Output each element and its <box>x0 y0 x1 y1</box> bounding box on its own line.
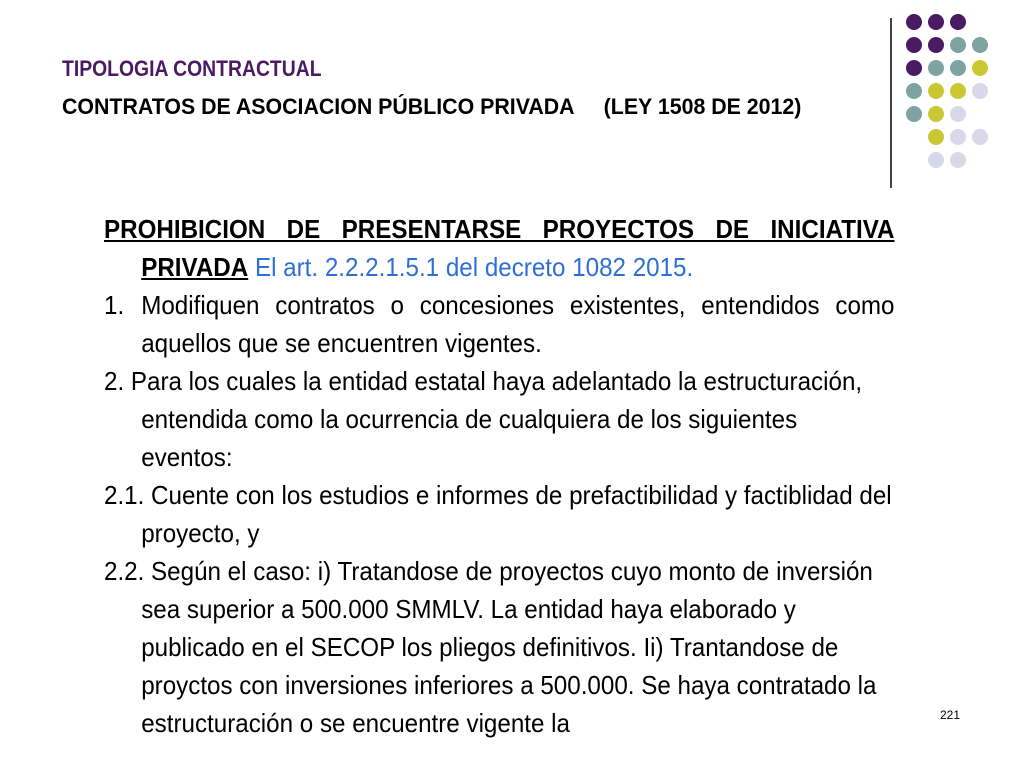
list-item-2-1: 2.1. Cuente con los estudios e informes de prefactibilidad y factiblidad del proyecto, y <box>104 480 892 548</box>
decree-reference: El art. 2.2.2.1.5.1 del decreto 1082 2015. <box>254 252 694 282</box>
vertical-divider <box>890 18 892 188</box>
slide-title: TIPOLOGIA CONTRACTUAL <box>62 56 322 81</box>
decorative-dot <box>950 129 966 145</box>
decorative-dot <box>928 14 944 30</box>
decorative-dot <box>972 83 988 99</box>
prohibition-heading-cont <box>104 248 895 286</box>
decorative-dot <box>906 37 922 53</box>
slide-body <box>104 210 895 742</box>
list-item-2-2: 2.2. Según el caso: i) Tratandose de proyectos cuyo monto de inversión sea superior a 500.000 SMMLV. La entidad haya elaborado y publicado en el SECOP los pliegos definitivos. Ii) Trantandose de proyctos con inversiones inferiores a 500.000. Se haya contratado la estructuración o se encuentre vigente la <box>104 556 877 738</box>
decorative-dot <box>928 129 944 145</box>
decorative-dot <box>972 60 988 76</box>
decorative-dot <box>972 37 988 53</box>
decorative-dot <box>906 106 922 122</box>
decorative-dot <box>906 14 922 30</box>
decorative-dot <box>928 152 944 168</box>
decorative-dot <box>950 37 966 53</box>
list-item-1 <box>104 286 895 362</box>
page-number: 221 <box>940 708 961 722</box>
decorative-dot <box>928 60 944 76</box>
decorative-dot <box>928 37 944 53</box>
subtitle-main: CONTRATOS DE ASOCIACION PÚBLICO PRIVADA <box>62 94 575 119</box>
list-item-2: 2. Para los cuales la entidad estatal haya adelantado la estructuración, entendida como la ocurrencia de cualquiera de los siguientes eventos: <box>104 366 863 472</box>
decorative-dot <box>906 83 922 99</box>
decorative-dot <box>950 60 966 76</box>
prohibition-heading: PROHIBICION DE PRESENTARSE PROYECTOS DE INICIATIVA <box>104 214 895 244</box>
decorative-dot <box>928 83 944 99</box>
decorative-dot <box>906 60 922 76</box>
list-number: 1. <box>104 290 125 320</box>
decorative-dot <box>972 129 988 145</box>
decorative-dot <box>950 152 966 168</box>
slide-subtitle <box>62 91 838 123</box>
decorative-dot <box>950 14 966 30</box>
decorative-dot <box>928 106 944 122</box>
list-text: Modifiquen contratos o concesiones existentes, entendidos como aquellos que se encuentren vigentes. <box>141 290 895 358</box>
subtitle-law: (LEY 1508 DE 2012) <box>603 94 802 119</box>
decorative-dot <box>950 106 966 122</box>
heading-line2: PRIVADA <box>141 252 249 282</box>
decorative-dot <box>950 83 966 99</box>
